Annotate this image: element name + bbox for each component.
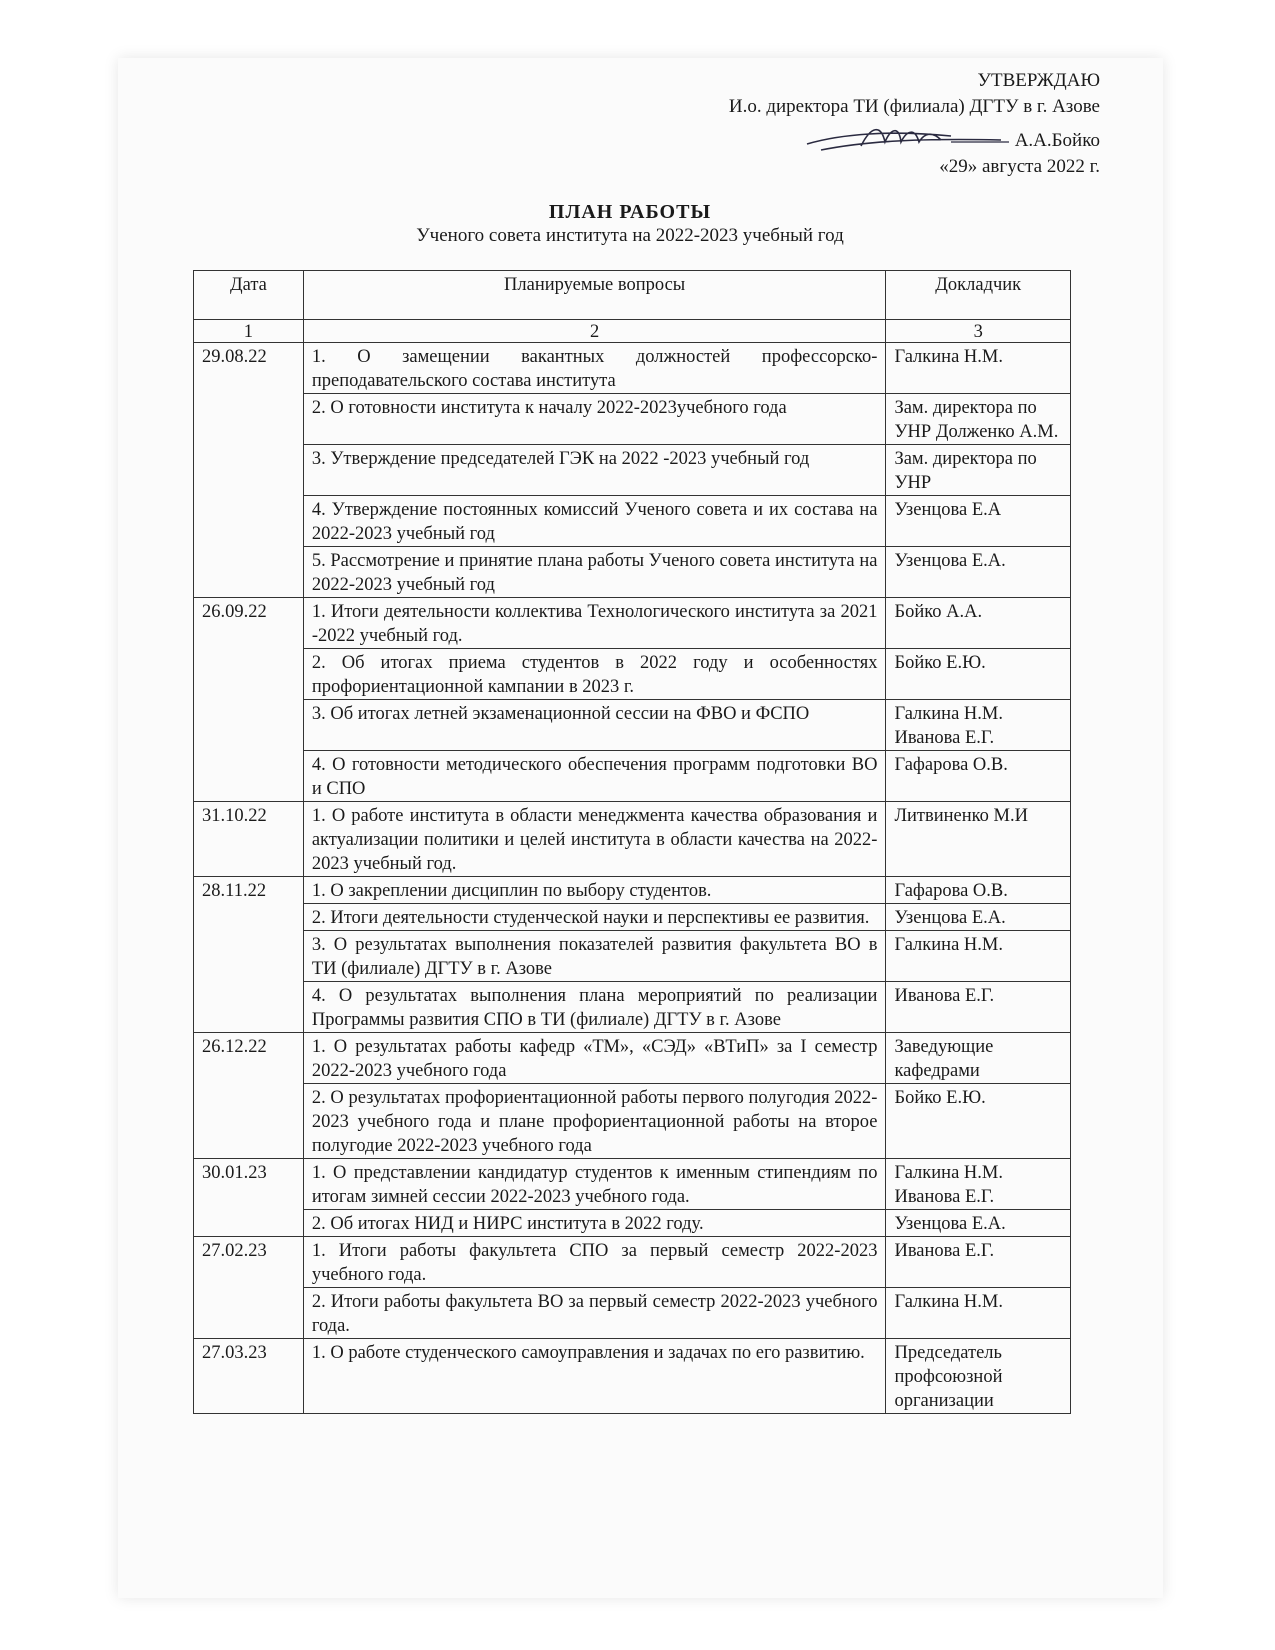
approval-heading: УТВЕРЖДАЮ bbox=[977, 70, 1100, 91]
meeting-date: 31.10.22 bbox=[194, 802, 304, 877]
agenda-question: 4. О результатах выполнения плана мероприятий по реализации Программы развития СПО в ТИ (филиале) ДГТУ в г. Азове bbox=[303, 982, 886, 1033]
speaker: Узенцова Е.А. bbox=[886, 547, 1071, 598]
speaker: Галкина Н.М. bbox=[886, 1288, 1071, 1339]
table-row bbox=[194, 649, 1071, 700]
speaker: Заведующие кафедрами bbox=[886, 1033, 1071, 1084]
table-row bbox=[194, 445, 1071, 496]
page-title: ПЛАН РАБОТЫ bbox=[548, 201, 712, 223]
meeting-date: 30.01.23 bbox=[194, 1159, 304, 1237]
table-header-row bbox=[194, 271, 1071, 320]
agenda-question: 1. О результатах работы кафедр «ТМ», «СЭД» «ВТиП» за I семестр 2022-2023 учебного года bbox=[303, 1033, 886, 1084]
table-row bbox=[194, 877, 1071, 904]
column-number: 1 bbox=[194, 320, 304, 343]
speaker: Зам. директора по УНР Долженко А.М. bbox=[886, 394, 1071, 445]
table-row bbox=[194, 1033, 1071, 1084]
table-row bbox=[194, 982, 1071, 1033]
table-row bbox=[194, 1159, 1071, 1210]
agenda-question: 1. О закреплении дисциплин по выбору студентов. bbox=[303, 877, 886, 904]
agenda-question: 4. Утверждение постоянных комиссий Ученого совета и их состава на 2022-2023 учебный год bbox=[303, 496, 886, 547]
speaker: Галкина Н.М. Иванова Е.Г. bbox=[886, 700, 1071, 751]
table-row bbox=[194, 751, 1071, 802]
agenda-question: 3. Об итогах летней экзаменационной сессии на ФВО и ФСПО bbox=[303, 700, 886, 751]
meeting-date: 27.03.23 bbox=[194, 1339, 304, 1414]
speaker: Галкина Н.М. bbox=[886, 931, 1071, 982]
agenda-question: 1. О представлении кандидатур студентов к именным стипендиям по итогам зимней сессии 2022-2023 учебного года. bbox=[303, 1159, 886, 1210]
approval-position: И.о. директора ТИ (филиала) ДГТУ в г. Азове bbox=[728, 96, 1100, 117]
table-row bbox=[194, 802, 1071, 877]
approval-date: «29» августа 2022 г. bbox=[939, 156, 1100, 177]
speaker: Галкина Н.М. bbox=[886, 343, 1071, 394]
signature-line bbox=[620, 120, 1100, 154]
speaker: Узенцова Е.А bbox=[886, 496, 1071, 547]
table-body bbox=[194, 343, 1071, 1414]
table-row bbox=[194, 547, 1071, 598]
meeting-date: 27.02.23 bbox=[194, 1237, 304, 1339]
agenda-question: 2. Об итогах НИД и НИРС института в 2022 году. bbox=[303, 1210, 886, 1237]
speaker: Бойко Е.Ю. bbox=[886, 1084, 1071, 1159]
meeting-date: 26.12.22 bbox=[194, 1033, 304, 1159]
table-row bbox=[194, 904, 1071, 931]
meeting-date: 29.08.22 bbox=[194, 343, 304, 598]
approval-block bbox=[620, 68, 1100, 180]
table-row bbox=[194, 931, 1071, 982]
agenda-question: 3. О результатах выполнения показателей развития факультета ВО в ТИ (филиале) ДГТУ в г. Азове bbox=[303, 931, 886, 982]
agenda-question: 1. Итоги работы факультета СПО за первый семестр 2022-2023 учебного года. bbox=[303, 1237, 886, 1288]
table-row bbox=[194, 1288, 1071, 1339]
speaker: Председатель профсоюзной организации bbox=[886, 1339, 1071, 1414]
table-row bbox=[194, 1084, 1071, 1159]
work-plan-table bbox=[193, 270, 1071, 1414]
table-row bbox=[194, 496, 1071, 547]
header-questions: Планируемые вопросы bbox=[303, 271, 886, 320]
speaker: Гафарова О.В. bbox=[886, 751, 1071, 802]
agenda-question: 2. Итоги работы факультета ВО за первый семестр 2022-2023 учебного года. bbox=[303, 1288, 886, 1339]
speaker: Узенцова Е.А. bbox=[886, 904, 1071, 931]
agenda-question: 2. О готовности института к началу 2022-2023учебного года bbox=[303, 394, 886, 445]
column-number: 2 bbox=[303, 320, 886, 343]
header-date: Дата bbox=[194, 271, 304, 320]
speaker: Иванова Е.Г. bbox=[886, 982, 1071, 1033]
speaker: Узенцова Е.А. bbox=[886, 1210, 1071, 1237]
column-number-row bbox=[194, 320, 1071, 343]
table-row bbox=[194, 1210, 1071, 1237]
speaker: Бойко А.А. bbox=[886, 598, 1071, 649]
speaker: Гафарова О.В. bbox=[886, 877, 1071, 904]
agenda-question: 5. Рассмотрение и принятие плана работы Ученого совета института на 2022-2023 учебный год bbox=[303, 547, 886, 598]
agenda-question: 1. Итоги деятельности коллектива Технологического института за 2021 -2022 учебный год. bbox=[303, 598, 886, 649]
agenda-question: 1. О работе института в области менеджмента качества образования и актуализации политики и целей института в области качества на 2022-2023 учебный год. bbox=[303, 802, 886, 877]
table-row bbox=[194, 700, 1071, 751]
title-block bbox=[190, 200, 1070, 248]
agenda-question: 4. О готовности методического обеспечения программ подготовки ВО и СПО bbox=[303, 751, 886, 802]
meeting-date: 26.09.22 bbox=[194, 598, 304, 802]
header-speaker: Докладчик bbox=[886, 271, 1071, 320]
agenda-question: 2. Об итогах приема студентов в 2022 году и особенностях профориентационной кампании в 2023 г. bbox=[303, 649, 886, 700]
speaker: Зам. директора по УНР bbox=[886, 445, 1071, 496]
handwritten-signature bbox=[801, 120, 1011, 154]
table-row bbox=[194, 343, 1071, 394]
director-name: А.А.Бойко bbox=[1014, 130, 1100, 151]
agenda-question: 1. О работе студенческого самоуправления и задачах по его развитию. bbox=[303, 1339, 886, 1414]
speaker: Иванова Е.Г. bbox=[886, 1237, 1071, 1288]
table-row bbox=[194, 598, 1071, 649]
speaker: Литвиненко М.И bbox=[886, 802, 1071, 877]
speaker: Галкина Н.М. Иванова Е.Г. bbox=[886, 1159, 1071, 1210]
agenda-question: 2. О результатах профориентационной работы первого полугодия 2022-2023 учебного года и плане профориентационной работы на второе полугодие 2022-2023 учебного года bbox=[303, 1084, 886, 1159]
agenda-question: 2. Итоги деятельности студенческой науки и перспективы ее развития. bbox=[303, 904, 886, 931]
page-subtitle: Ученого совета института на 2022-2023 учебный год bbox=[416, 225, 844, 246]
speaker: Бойко Е.Ю. bbox=[886, 649, 1071, 700]
meeting-date: 28.11.22 bbox=[194, 877, 304, 1033]
table-row bbox=[194, 1237, 1071, 1288]
table-row bbox=[194, 394, 1071, 445]
agenda-question: 3. Утверждение председателей ГЭК на 2022 -2023 учебный год bbox=[303, 445, 886, 496]
agenda-question: 1. О замещении вакантных должностей профессорско-преподавательского состава института bbox=[303, 343, 886, 394]
column-number: 3 bbox=[886, 320, 1071, 343]
table-row bbox=[194, 1339, 1071, 1414]
